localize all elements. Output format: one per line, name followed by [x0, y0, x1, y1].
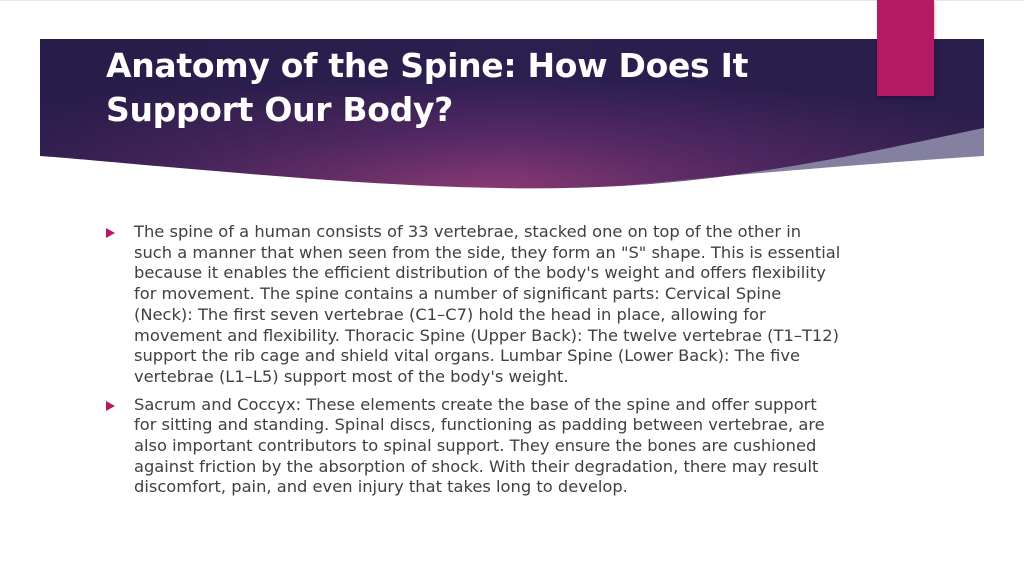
accent-tab	[877, 0, 934, 96]
bullet-item	[106, 395, 841, 499]
bullet-text: Sacrum and Coccyx: These elements create the base of the spine and offer support for sitting and standing. Spinal discs, functioning as padding between vertebrae, are also important contributors to spinal support. They ensure the bones are cushioned against friction by the absorption of shock. With their degradation, there may result discomfort, pain, and even injury that takes long to develop.	[134, 394, 825, 497]
triangle-bullet-icon	[106, 401, 115, 411]
bullet-list	[106, 222, 841, 505]
triangle-bullet-icon	[106, 228, 115, 238]
slide-title: Anatomy of the Spine: How Does It Support Our Body?	[106, 46, 749, 129]
bullet-text: The spine of a human consists of 33 vertebrae, stacked one on top of the other in such a manner that when seen from the side, they form an "S" shape. This is essential because it enables the efficient distribution of the body's weight and offers flexibility for movement. The spine contains a number of significant parts: Cervical Spine (Neck): The first seven vertebrae (C1–C7) hold the head in place, allowing for movement and flexibility. Thoracic Spine (Upper Back): The twelve vertebrae (T1–T12) support the rib cage and shield vital organs. Lumbar Spine (Lower Back): The five vertebrae (L1–L5) support most of the body's weight.	[134, 222, 841, 386]
bullet-item	[106, 222, 841, 388]
